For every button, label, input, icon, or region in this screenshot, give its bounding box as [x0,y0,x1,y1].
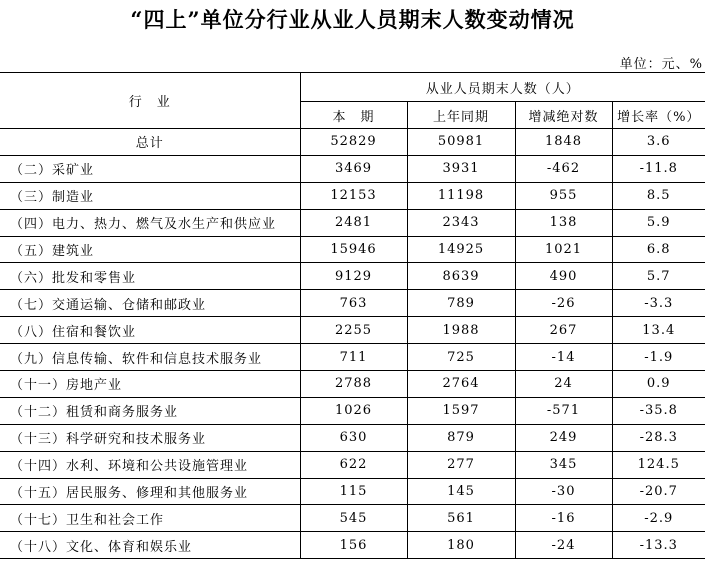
header-last-year: 上年同期 [407,102,515,129]
table-row [0,371,705,398]
industry-cell: （八）住宿和餐饮业 [0,317,300,344]
last-year-cell: 879 [407,424,515,451]
change-cell: -571 [515,397,612,424]
rate-cell: 5.7 [612,263,705,290]
last-year-cell: 277 [407,451,515,478]
last-year-cell: 1597 [407,397,515,424]
table-row [0,344,705,371]
header-rate: 增长率（%） [612,102,705,129]
current-cell: 2255 [300,317,407,344]
industry-cell: （十八）文化、体育和娱乐业 [0,532,300,559]
current-cell: 630 [300,424,407,451]
header-group: 从业人员期末人数（人） [300,73,705,102]
table-row [0,424,705,451]
change-cell: 138 [515,209,612,236]
industry-cell: （十二）租赁和商务服务业 [0,397,300,424]
change-cell: 345 [515,451,612,478]
change-cell: 490 [515,263,612,290]
change-cell: -30 [515,478,612,505]
table-row [0,397,705,424]
table-row [0,290,705,317]
industry-cell: （七）交通运输、仓储和邮政业 [0,290,300,317]
table-row [0,532,705,559]
rate-cell: -35.8 [612,397,705,424]
rate-cell: 124.5 [612,451,705,478]
last-year-cell: 2343 [407,209,515,236]
table-row [0,505,705,532]
change-cell: -24 [515,532,612,559]
industry-cell: （九）信息传输、软件和信息技术服务业 [0,344,300,371]
last-year-cell: 180 [407,532,515,559]
table-row [0,155,705,182]
current-cell: 763 [300,290,407,317]
industry-cell: （十七）卫生和社会工作 [0,505,300,532]
last-year-cell: 561 [407,505,515,532]
unit-note: 单位：元、% [619,57,703,72]
industry-cell: （十五）居民服务、修理和其他服务业 [0,478,300,505]
last-year-cell: 789 [407,290,515,317]
change-cell: 955 [515,182,612,209]
table-row [0,478,705,505]
industry-cell: （三）制造业 [0,182,300,209]
current-cell: 9129 [300,263,407,290]
change-cell: -26 [515,290,612,317]
table-row [0,236,705,263]
header-industry: 行 业 [0,73,300,129]
table-row [0,182,705,209]
table-row [0,317,705,344]
current-cell: 156 [300,532,407,559]
current-cell: 1026 [300,397,407,424]
last-year-cell: 14925 [407,236,515,263]
last-year-cell: 145 [407,478,515,505]
current-cell: 622 [300,451,407,478]
change-cell: 1021 [515,236,612,263]
rate-cell: 5.9 [612,209,705,236]
change-cell: 267 [515,317,612,344]
industry-cell: （二）采矿业 [0,155,300,182]
industry-cell: （六）批发和零售业 [0,263,300,290]
rate-cell: -3.3 [612,290,705,317]
change-cell: 249 [515,424,612,451]
change-cell: -462 [515,155,612,182]
table-row [0,263,705,290]
change-cell: -14 [515,344,612,371]
header-current: 本 期 [300,102,407,129]
rate-cell: -28.3 [612,424,705,451]
rate-cell: -20.7 [612,478,705,505]
rate-cell: 13.4 [612,317,705,344]
current-cell: 2481 [300,209,407,236]
industry-cell: （五）建筑业 [0,236,300,263]
rate-cell: 6.8 [612,236,705,263]
page-title: “四上”单位分行业从业人员期末人数变动情况 [130,7,575,32]
table-row [0,209,705,236]
rate-cell: -13.3 [612,532,705,559]
current-cell: 12153 [300,182,407,209]
industry-cell: （四）电力、热力、燃气及水生产和供应业 [0,209,300,236]
table-row [0,451,705,478]
last-year-cell: 725 [407,344,515,371]
current-cell: 15946 [300,236,407,263]
rate-cell: 0.9 [612,371,705,398]
change-cell: -16 [515,505,612,532]
table-row [0,129,705,156]
rate-cell: -1.9 [612,344,705,371]
current-cell: 52829 [300,129,407,156]
rate-cell: 8.5 [612,182,705,209]
last-year-cell: 1988 [407,317,515,344]
industry-cell: （十四）水利、环境和公共设施管理业 [0,451,300,478]
last-year-cell: 8639 [407,263,515,290]
change-cell: 24 [515,371,612,398]
change-cell: 1848 [515,129,612,156]
current-cell: 3469 [300,155,407,182]
last-year-cell: 3931 [407,155,515,182]
header-change: 增减绝对数 [515,102,612,129]
last-year-cell: 11198 [407,182,515,209]
industry-cell: （十一）房地产业 [0,371,300,398]
rate-cell: -2.9 [612,505,705,532]
rate-cell: -11.8 [612,155,705,182]
current-cell: 545 [300,505,407,532]
rate-cell: 3.6 [612,129,705,156]
last-year-cell: 50981 [407,129,515,156]
current-cell: 115 [300,478,407,505]
current-cell: 2788 [300,371,407,398]
current-cell: 711 [300,344,407,371]
industry-cell: （十三）科学研究和技术服务业 [0,424,300,451]
employment-table [0,72,705,559]
industry-cell: 总计 [0,129,300,156]
last-year-cell: 2764 [407,371,515,398]
